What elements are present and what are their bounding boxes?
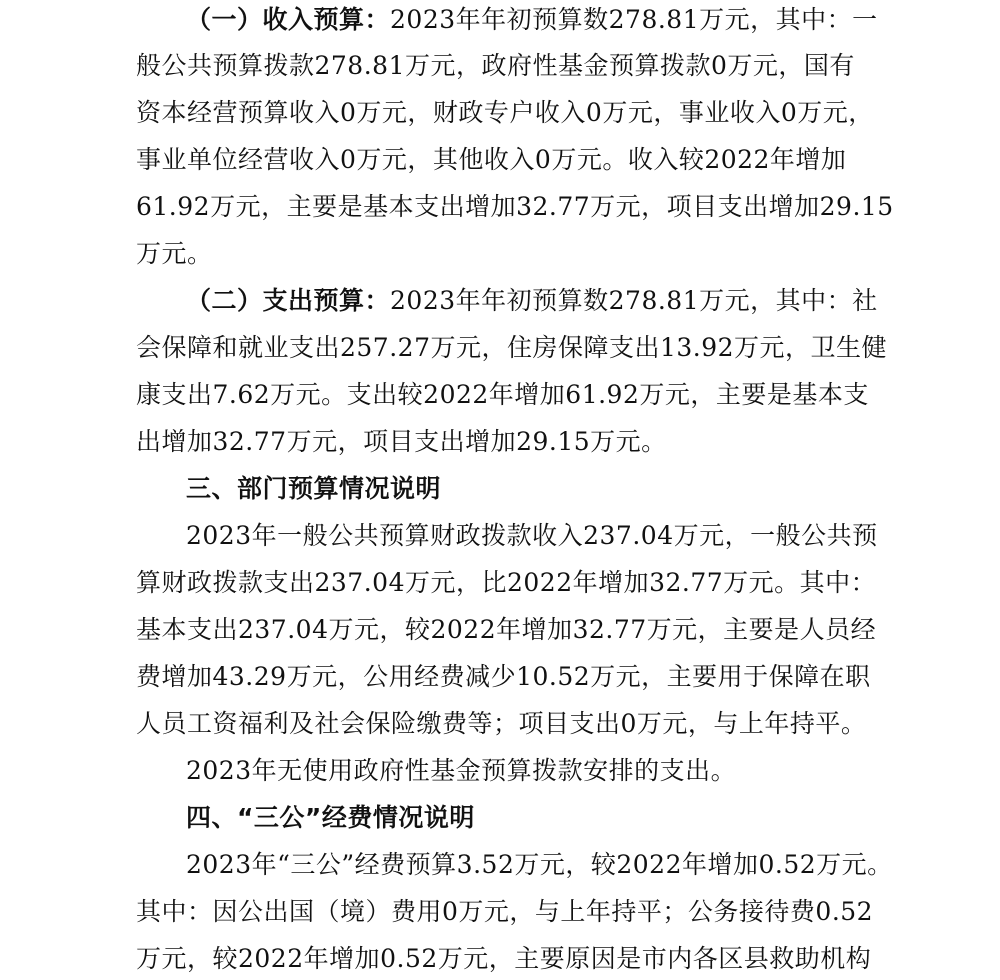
section-3-line-1: 2023年一般公共预算财政拨款收入237.04万元，一般公共预 (186, 521, 878, 550)
section-3-line-3: 基本支出237.04万元，较2022年增加32.77万元，主要是人员经 (136, 615, 877, 644)
expenditure-line-3: 康支出7.62万元。支出较2022年增加61.92万元，主要是基本支 (136, 380, 869, 409)
section-4-heading: 四、“三公”经费情况说明 (186, 803, 475, 832)
section-4-line-3: 万元，较2022年增加0.52万元，主要原因是市内各区县救助机构 (136, 944, 872, 973)
section-3-line-4: 费增加43.29万元，公用经费减少10.52万元，主要用于保障在职 (136, 662, 871, 691)
expenditure-first-line (186, 281, 878, 321)
section-4-line-1: 2023年“三公”经费预算3.52万元，较2022年增加0.52万元。 (186, 850, 893, 879)
income-line-3: 资本经营预算收入0万元，财政专户收入0万元，事业收入0万元， (136, 98, 874, 127)
income-line-2: 般公共预算拨款278.81万元，政府性基金预算拨款0万元，国有 (136, 51, 855, 80)
income-line-5: 61.92万元，主要是基本支出增加32.77万元，项目支出增加29.15 (136, 192, 894, 221)
section-4-line-2: 其中：因公出国（境）费用0万元，与上年持平；公务接待费0.52 (136, 897, 874, 926)
expenditure-budget-label: （二）支出预算： (186, 286, 391, 315)
section-3-para-2: 2023年无使用政府性基金预算拨款安排的支出。 (186, 756, 737, 785)
section-3-heading: 三、部门预算情况说明 (186, 474, 442, 503)
expenditure-line-2: 会保障和就业支出257.27万元，住房保障支出13.92万元，卫生健 (136, 333, 888, 362)
section-3-line-2: 算财政拨款支出237.04万元，比2022年增加32.77万元。其中： (136, 568, 877, 597)
income-line-1: 2023年年初预算数278.81万元，其中：一 (390, 5, 878, 34)
expenditure-line-4: 出增加32.77万元，项目支出增加29.15万元。 (136, 427, 667, 456)
expenditure-line-1: 2023年年初预算数278.81万元，其中：社 (390, 286, 878, 315)
income-budget-label: （一）收入预算： (186, 5, 391, 34)
income-line-6: 万元。 (136, 239, 213, 268)
income-first-line (186, 0, 878, 40)
section-3-line-5: 人员工资福利及社会保险缴费等；项目支出0万元，与上年持平。 (136, 709, 867, 738)
income-line-4: 事业单位经营收入0万元，其他收入0万元。收入较2022年增加 (136, 145, 847, 174)
